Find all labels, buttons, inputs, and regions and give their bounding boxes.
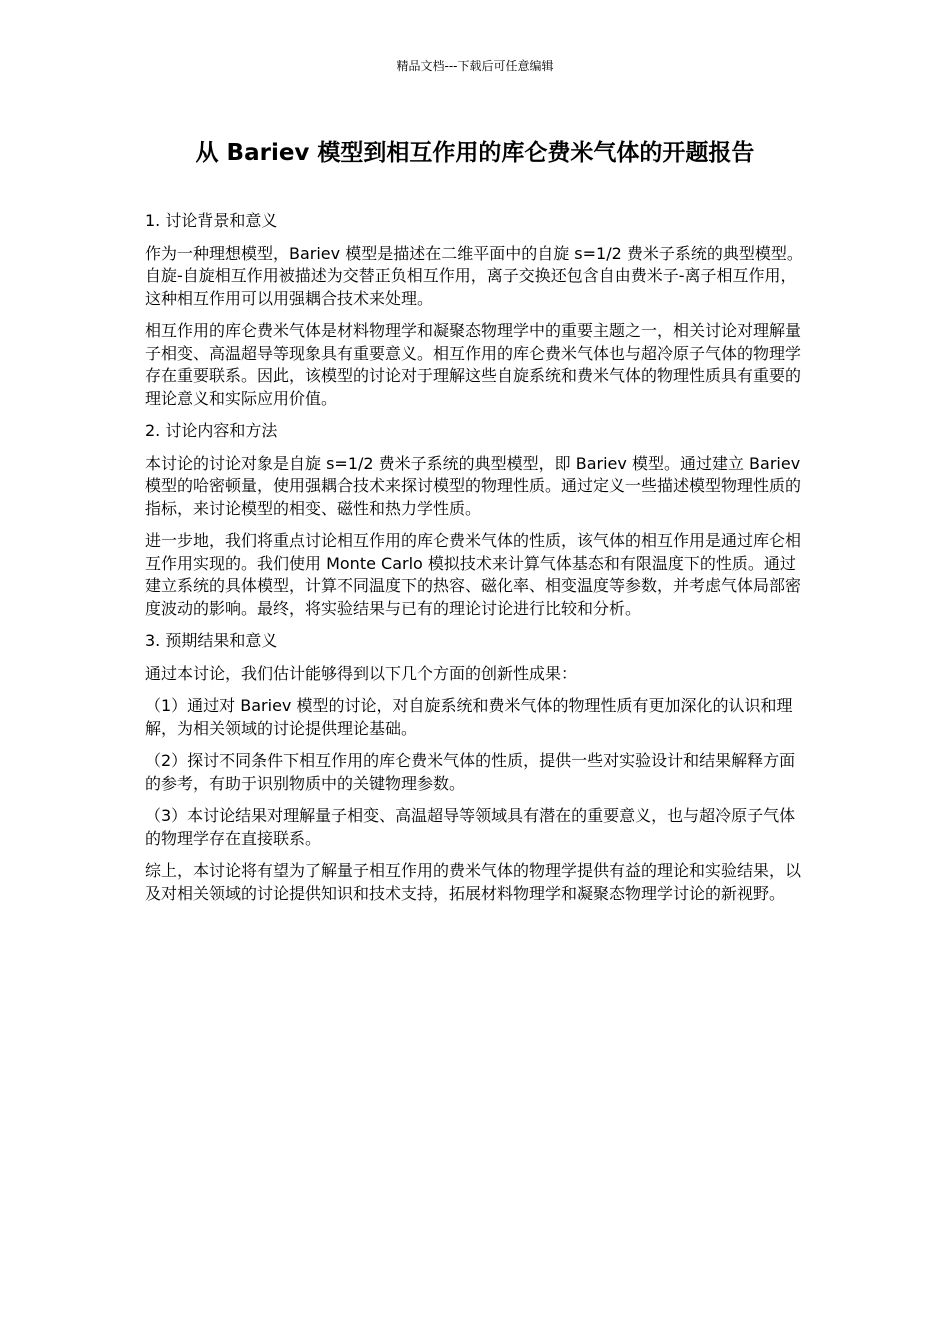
section-heading: 3. 预期结果和意义 <box>145 631 278 650</box>
list-item: （1）通过对 Bariev 模型的讨论，对自旋系统和费米气体的物理性质有更加深化的认识和理解，为相关领域的讨论提供理论基础。 <box>145 696 793 738</box>
paragraph: 综上，本讨论将有望为了解量子相互作用的费米气体的物理学提供有益的理论和实验结果，以及对相关领域的讨论提供知识和技术支持，拓展材料物理学和凝聚态物理学讨论的新视野。 <box>145 861 802 903</box>
paragraph: 本讨论的讨论对象是自旋 s=1/2 费米子系统的典型模型，即 Bariev 模型。通过建立 Bariev 模型的哈密顿量，使用强耦合技术来探讨模型的物理性质。通过定义一些描述模型物理性质的指标，来讨论模型的相变、磁性和热力学性质。 <box>145 453 802 518</box>
paragraph: 作为一种理想模型，Bariev 模型是描述在二维平面中的自旋 s=1/2 费米子系统的典型模型。自旋-自旋相互作用被描述为交替正负相互作用，离子交换还包含自由费米子-离子相互作用，这种相互作用可以用强耦合技术来处理。 <box>145 243 803 308</box>
paragraph: 进一步地，我们将重点讨论相互作用的库仑费米气体的性质，该气体的相互作用是通过库仑相互作用实现的。我们使用 Monte Carlo 模拟技术来计算气体基态和有限温度下的性质。通过建立系统的具体模型，计算不同温度下的热容、磁化率、相变温度等参数，并考虑气体局部密度波动的影响。最终，将实验结果与已有的理论讨论进行比较和分析。 <box>145 531 802 618</box>
section-heading: 1. 讨论背景和意义 <box>145 211 278 230</box>
list-item: （2）探讨不同条件下相互作用的库仑费米气体的性质，提供一些对实验设计和结果解释方面的参考，有助于识别物质中的关键物理参数。 <box>145 751 796 793</box>
section-heading: 2. 讨论内容和方法 <box>145 421 278 440</box>
header-note: 精品文档---下载后可任意编辑 <box>396 59 554 73</box>
list-item: （3）本讨论结果对理解量子相变、高温超导等领域具有潜在的重要意义，也与超冷原子气体的物理学存在直接联系。 <box>145 806 796 848</box>
paragraph: 相互作用的库仑费米气体是材料物理学和凝聚态物理学中的重要主题之一，相关讨论对理解量子相变、高温超导等现象具有重要意义。相互作用的库仑费米气体也与超冷原子气体的物理学存在重要联系。因此，该模型的讨论对于理解这些自旋系统和费米气体的物理性质具有重要的理论意义和实际应用价值。 <box>145 321 802 408</box>
document-body <box>145 210 809 915</box>
paragraph: 通过本讨论，我们估计能够得到以下几个方面的创新性成果： <box>145 663 578 683</box>
document-title: 从 Bariev 模型到相互作用的库仑费米气体的开题报告 <box>195 140 755 166</box>
